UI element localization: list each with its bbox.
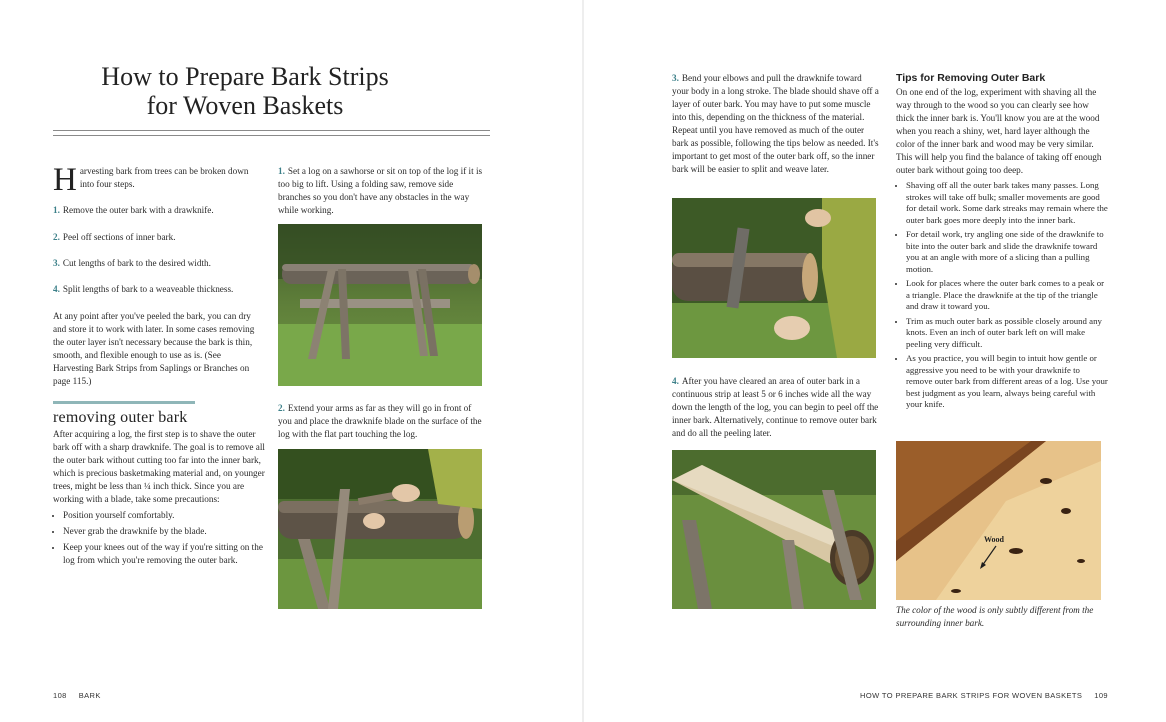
step-body: Set a log on a sawhorse or sit on top of the log if it is too big to lift. Using a folding saw, remove side branches so you don't have any obstacles in the way while working.: [278, 166, 483, 215]
intro-paragraph: [53, 162, 263, 198]
precautions-list: [53, 509, 265, 567]
list-item: • Position yourself comfortably.: [63, 509, 265, 522]
list-item: • Look for places where the outer bark comes to a peak or a triangle. Place the drawknife at the tip of the triangle and draw it toward you.: [906, 278, 1108, 313]
step-number: 2.: [278, 403, 285, 413]
step-number: 4.: [53, 284, 60, 294]
page-number-left: 108: [53, 691, 67, 700]
page-number-right: 109: [1094, 691, 1108, 700]
tips-paragraph: On one end of the log, experiment with shaving all the way through to the wood so you can clearly see how thick the inner bark is. You'll know you are at the wood when you reach a shiny, wet, hard layer although the color of the inner bark and wood may be very similar. This will help you find the balance of taking off enough outer bark without going too deep.: [896, 87, 1102, 175]
photo-wood-closeup: [896, 441, 1101, 600]
step-number: 1.: [53, 205, 60, 215]
running-head-right: HOW TO PREPARE BARK STRIPS FOR WOVEN BASKETS: [860, 691, 1083, 700]
overview-step-2: [53, 231, 263, 244]
running-head-left: BARK: [78, 691, 101, 700]
step-2-text: [278, 402, 484, 441]
photo-drawknife-placed: [278, 449, 482, 609]
step-text: Split lengths of bark to a weaveable thickness.: [62, 284, 234, 294]
step-4-text: [672, 375, 882, 440]
photo-caption: The color of the wood is only subtly different from the surrounding inner bark.: [896, 605, 1094, 628]
overview-step-4: [53, 283, 263, 296]
folio-left: [53, 691, 101, 700]
step-text: Cut lengths of bark to the desired width.: [62, 258, 211, 268]
step-body: Extend your arms as far as they will go in front of you and place the drawknife blade on the surface of the log with the flat part touching the log.: [278, 403, 482, 439]
title-line-1: How to Prepare Bark Strips: [101, 62, 389, 91]
step-number: 4.: [672, 376, 679, 386]
list-item: • Never grab the drawknife by the blade.: [63, 525, 265, 538]
overview-step-3: [53, 257, 263, 270]
page-title: [60, 62, 430, 120]
photo-drawknife-stroke: [672, 198, 876, 358]
list-item: • As you practice, you will begin to intuit how gentle or aggressive you need to be with your drawknife to remove outer bark from different areas of a log. Use your best judgment as you learn, always being careful with your knife.: [906, 353, 1108, 411]
tips-list: [896, 180, 1108, 411]
storage-paragraph: At any point after you've peeled the bark, you can dry and store it to work with later. In some cases removing the outer layer isn't necessary because the bark is thin, smooth, and flexible enough to use as is. (See Harvesting Bark Strips from Saplings or Branches on page 115.): [53, 311, 255, 386]
gutter: [582, 0, 584, 722]
step-number: 2.: [53, 232, 60, 242]
tips-body: [896, 86, 1108, 414]
tips-heading: Tips for Removing Outer Bark: [896, 72, 1046, 84]
title-rule: [53, 130, 490, 136]
section-rule: [53, 401, 195, 404]
section-paragraph: After acquiring a log, the first step is to shave the outer bark off with a sharp drawknife. The goal is to remove all the outer bark without cutting too far into the inner bark, which is precious basketmaking material and, on younger trees, might be less than ¼ inch thick. Since you are working with a blade, take some precautions:: [53, 429, 265, 504]
step-body: After you have cleared an area of outer bark in a continuous strip at least 5 or 6 inches wide all the way down the length of the log, you can begin to peel off the inner bark. Alternatively, continue to remove outer bark and do all the peeling later.: [672, 376, 879, 438]
step-1-text: [278, 165, 484, 217]
step-text: Remove the outer bark with a drawknife.: [62, 205, 214, 215]
list-item: • Keep your knees out of the way if you're sitting on the log from which you're removing the outer bark.: [63, 541, 265, 567]
step-number: 3.: [672, 73, 679, 83]
list-item: • Trim as much outer bark as possible closely around any knots. Even an inch of outer bark left on will make peeling very difficult.: [906, 316, 1108, 351]
step-3-text: [672, 72, 880, 176]
step-number: 1.: [278, 166, 285, 176]
list-item: • For detail work, try angling one side of the drawknife to bite into the outer bark and slide the drawknife toward you at an angle with more of a slicing than a pulling motion.: [906, 229, 1108, 275]
photo-log-on-sawhorse: [278, 224, 482, 386]
section-body: [53, 428, 265, 570]
step-text: Peel off sections of inner bark.: [62, 232, 176, 242]
step-body: Bend your elbows and pull the drawknife toward your body in a long stroke. The blade should shave off a layer of outer bark. You may have to put some muscle into this, depending on the thickness of the material. Repeat until you have removed as much of the outer bark as possible, following the tips below as needed. It's important to get most of the outer bark off, so the inner bark will be easier to split and weave later.: [672, 73, 879, 174]
step-number: 3.: [53, 258, 60, 268]
title-line-2: for Woven Baskets: [146, 91, 344, 120]
drop-cap: H: [53, 162, 77, 198]
wood-label: Wood: [984, 535, 1005, 544]
list-item: • Shaving off all the outer bark takes many passes. Long strokes will take off bulk; smaller movements are good for detail work. Some dark streaks may remain where the outer bark goes more deeply into the inner bark.: [906, 180, 1108, 226]
intro-text: arvesting bark from trees can be broken down into four steps.: [79, 166, 249, 189]
folio-right: [860, 691, 1108, 700]
photo-cleared-log: [672, 450, 876, 609]
section-heading: removing outer bark: [53, 409, 188, 426]
overview-step-1: [53, 204, 263, 217]
